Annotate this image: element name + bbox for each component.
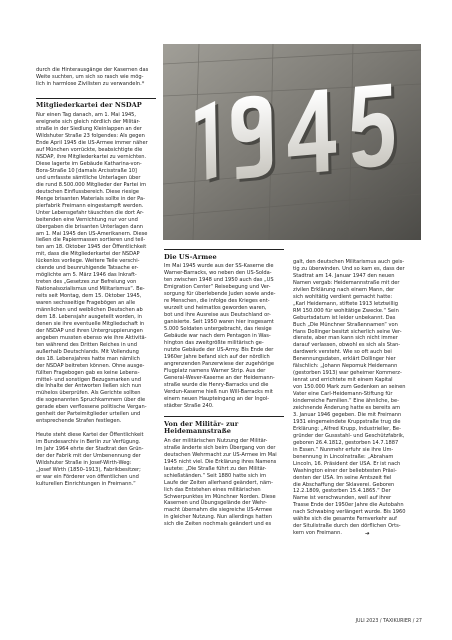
text-line: genheit der Parteimitglieder urteilen und: [36, 411, 141, 418]
text-line: macht übernahm die siegreiche US-Armee: [164, 507, 273, 514]
archive-paragraph: [36, 432, 156, 488]
text-line: hington das zweitgrößte militärisch ge-: [164, 339, 264, 346]
text-line: lautete: „Die Straße führt zu den Militär-: [164, 465, 267, 472]
text-line: des 18. Lebensjahres hatte man nämlich: [36, 355, 140, 362]
text-line: der NSDAP und ihren Untergruppierungen: [36, 327, 143, 334]
text-line: Geburtsdatum ist leider unbekannt. Das: [293, 314, 396, 321]
text-line: Menge brisanten Materials sollte in der Pa-: [36, 195, 145, 202]
stone-relief-photo: [163, 44, 421, 240]
text-line: straße in der Siedlung Kleinlappen an der: [36, 126, 142, 133]
text-line: ereignete sich gleich nördlich der Militär-: [36, 119, 141, 126]
text-line: sorgung für überlebende Juden sowie ande-: [164, 291, 276, 298]
text-line: kulturellen Einrichtungen in Freimann.“: [36, 480, 136, 487]
text-line: Im Mai 1945 wurde aus der SS-Kaserne die: [164, 263, 274, 270]
text-line: „Karl Heidemann, stiftete 1913 letztwillig: [293, 300, 398, 307]
text-line: deutschen Wehrmacht zur US-Armee im Mai: [164, 451, 277, 458]
text-line: die rund 8.500.000 Mitglieder der Partei im: [36, 181, 147, 188]
text-line: durch die Hinterausgänge der Kasernen das: [36, 67, 149, 73]
text-line: darauf verlassen, obwohl es sich als Stan-: [293, 342, 401, 349]
text-line: fälschlich: „Johann Nepomuk Heidemann: [293, 363, 398, 370]
text-line: 3. Januar 1946 gegeben. Die mit Freimann: [293, 411, 402, 418]
section-heading-us-army: Die US-Armee: [164, 249, 284, 260]
left-column: [36, 67, 156, 488]
text-line: außerhalb Deutschlands. Mit Vollendung: [36, 348, 139, 355]
text-line: Trasse Ende der 1950er Jahre die Autobahn: [293, 502, 404, 509]
text-line: lich das Entstehen eines militärischen: [164, 486, 261, 493]
text-line: Ende April 1945 die US-Armee immer näher: [36, 140, 148, 147]
street-rename-paragraph: [164, 438, 284, 528]
text-line: dienste, aber man kann sich nicht immer: [293, 335, 398, 342]
text-line: Unter Lebensgefahr täuschten die dort Ar-: [36, 209, 144, 216]
text-line: pierfabrik Freimann eingestampft werden.: [36, 202, 144, 209]
text-line: (gestorben 1913) war geheimer Kommerz-: [293, 370, 402, 377]
text-line: bot und ihre Ausreise aus Deutschland or-: [164, 312, 271, 319]
text-line: Lincoln, 16. Präsident der USA. Er ist nach: [293, 460, 401, 467]
text-line: Verdun-Kaserne hieß nun Will-Barracks mit: [164, 388, 273, 395]
nsdap-paragraph: [36, 112, 156, 425]
text-line: ten am 18. Oktober 1945 der Öffentlichkeit: [36, 244, 147, 251]
text-line: wurzelt und heimatlos geworden waren,: [164, 305, 267, 312]
text-line: NSDAP, ihre Mitgliederkartei zu vernichten.: [36, 154, 147, 161]
text-line: dem 18. Lebensjahr ausgeteilt worden, in: [36, 313, 142, 320]
text-line: der Situlistraße durch den dörflichen Orts-: [293, 523, 401, 530]
text-line: Washington einer der beliebtesten Präsi-: [293, 467, 397, 474]
text-line: RM 150.000 für wohltätige Zwecke.“ Sein: [293, 307, 399, 314]
text-line: Buch „Die Münchner Straßennamen“ von: [293, 321, 398, 328]
text-line: Flugplatz namens Warner Strip. Aus der: [164, 367, 266, 374]
text-line: re Menschen, die infolge des Krieges ent-: [164, 298, 270, 305]
intro-paragraph: [36, 67, 156, 88]
text-line: ienrat und errichtete mit einem Kapital: [293, 377, 393, 384]
text-line: zivilen Erklärung nach einem Mann, der: [293, 286, 395, 293]
text-line: angrenzenden Panzerwiese der zugehörige: [164, 360, 274, 367]
text-line: denen sie ihre eventuelle Mitgliedschaft in: [36, 320, 145, 327]
text-line: ganisierte. Seit 1950 waren hier insgesamt: [164, 319, 274, 326]
text-line: sich die Zeiten nochmals geändert und es: [164, 521, 272, 528]
text-line: entsprechende Strafen festlegen.: [36, 418, 122, 425]
text-line: lückenlos vorliege. Weitere Teile verschi-: [36, 258, 140, 265]
text-line: gründer der Gussstahl- und Geschützfabrik,: [293, 432, 405, 439]
text-line: die Inhalte der Antworten ließen sich nun: [36, 383, 142, 390]
text-line: Erklärung: „Alfred Krupp, Industrieller, Be-: [293, 425, 401, 432]
text-line: wählte sich die gesamte Fernverkehr auf: [293, 516, 397, 523]
text-line: einem neuen Haupteingang an der Ingol-: [164, 395, 270, 402]
text-line: mit, dass die Mitgliederkartei der NSDAP: [36, 251, 140, 258]
text-line: beitenden eine Vernichtung nur vor und: [36, 216, 138, 223]
text-line: sich wohltätig verdient gemacht hatte:: [293, 293, 393, 300]
text-line: städter Straße 240.: [164, 402, 214, 409]
text-line: Weite suchten, um sich so rasch wie mög-: [36, 73, 144, 80]
text-line: füllten Fragebogen gab es keine Lebens-: [36, 369, 140, 376]
text-line: Nationalsozialismus und Militarismus“. Be-: [36, 286, 145, 293]
text-line: angeben mussten ebenso wie ihre Aktivitä-: [36, 334, 147, 341]
text-line: reits seit Montag, dem 15. Oktober 1945,: [36, 293, 142, 300]
text-line: gerade eben verflossene politische Vergan-: [36, 404, 147, 411]
text-line: lich in harmlose Zivilisten zu verwandeln.*: [36, 80, 145, 87]
text-line: Bora-Straße 10 [damals Arcisstraße 10]: [36, 167, 137, 174]
text-line: 5.000 Soldaten untergebracht, das riesige: [164, 326, 272, 333]
section-heading-nsdap: Mitgliederkartei der NSDAP: [36, 98, 156, 109]
text-line: am 1. Mai 1945 den US-Amerikanern. Diese: [36, 230, 148, 237]
text-line: Wildshuter Straße in Josef-Wirth-Weg:: [36, 459, 132, 466]
text-line: nutzte Gebäude der US-Army. Bis Ende der: [164, 346, 274, 353]
middle-column: [164, 249, 284, 528]
photo-svg: [163, 44, 421, 240]
text-line: kern von Freimann.: [293, 530, 342, 537]
text-line: zeichnende Änderung hatte es bereits am: [293, 405, 401, 412]
text-line: straße wurde die Henry-Barracks und die: [164, 381, 269, 388]
text-line: Heute steht diese Kartei der Öffentlichkeit: [36, 432, 144, 439]
page-footer: JULI 2023 / TAXIKURIER / 27: [355, 619, 422, 624]
text-line: Vater eine Carl-Heidemann-Stiftung für: [293, 391, 393, 398]
text-line: er war ein Förderer von öffentlichen und: [36, 473, 139, 480]
text-line: Schwerpunktes im Münchner Norden. Diese: [164, 493, 276, 500]
text-line: Namen vergab: Heidemannstraße mit der: [293, 279, 400, 286]
text-line: männlichen und weiblichen Deutschen ab: [36, 307, 143, 313]
us-army-paragraph: [164, 263, 284, 409]
text-line: benennung in Lincolnstraße: „Abraham: [293, 453, 394, 460]
right-column: [293, 259, 419, 537]
text-line: Benennungsdaten, erklärt Dollinger hier: [293, 356, 396, 363]
text-line: Laufe der Zeiten allerhand geändert, näm-: [164, 479, 273, 486]
text-line: die Abschaffung der Sklaverei. Geboren: [293, 481, 395, 488]
text-line: treten des „Gesetzes zur Befreiung von: [36, 279, 137, 286]
text-line: ließen die Papiermassen sortieren und teil-: [36, 237, 146, 244]
text-line: der NSDAP beitreten können. Ohne ausge-: [36, 362, 145, 369]
text-line: und umfasste sämtliche Unterlagen über: [36, 174, 141, 181]
text-line: in Essen.“ Nunmehr erfuhr sie ihre Um-: [293, 446, 394, 453]
text-line: kinderreiche Familien.“ Eine ähnliche, be-: [293, 398, 399, 405]
text-line: nach Schwabing verlängert wurde. Bis 1960: [293, 509, 406, 516]
text-line: „Josef Wirth (1850–1913), Fabrikbesitzer;: [36, 466, 141, 473]
text-line: schießständen.“ Seit 1880 hatte sich im: [164, 472, 267, 479]
text-line: 12.2.1809, gestorben 15.4.1865.“ Der: [293, 488, 391, 495]
text-line: ckende und beunruhigende Tatsache er-: [36, 265, 139, 272]
heidemann-paragraph: [293, 259, 419, 537]
text-line: Warner-Barracks, wo neben den US-Solda-: [164, 270, 272, 277]
text-line: galt, den deutschen Militarismus auch geis-: [293, 259, 405, 265]
text-line: Hans Dollinger besitzt sicherlich seine Ver-: [293, 328, 402, 335]
text-line: mittel- und sonstigen Bezugsmarken und: [36, 376, 142, 383]
text-line: Diese lagerte im Gebäude Katharina-von-: [36, 160, 142, 167]
text-line: ten zwischen 1948 und 1950 auch das „US: [164, 277, 274, 284]
text-line: die sogenannten Spruchkammern über die: [36, 397, 146, 404]
text-line: der der Fabrik mit der Umbenennung der: [36, 452, 141, 459]
text-line: auf München vorrückte, beabsichtigte die: [36, 147, 143, 154]
text-line: Gebäude war nach dem Pentagon in Was-: [164, 332, 271, 339]
text-line: Stadtrat am 14. Januar 1947 den neuen: [293, 272, 395, 279]
text-line: Nur einen Tag danach, am 1. Mai 1945,: [36, 112, 137, 119]
text-line: in gleicher Nutzung. Nun allerdings hatten: [164, 514, 273, 521]
text-line: straße änderte sich beim Übergang von der: [164, 444, 276, 451]
continue-arrow-icon: ➔: [365, 531, 370, 538]
text-line: 1960er Jahre befand sich auf der nördlich: [164, 353, 270, 360]
text-line: von 150.000 Mark zum Gedenken an seinen: [293, 384, 406, 391]
text-line: Emigration Center“ Reisebegung und Ver-: [164, 284, 271, 291]
text-line: übergaben die brisanten Unterlagen dann: [36, 223, 144, 230]
text-line: deutschen Einflussbereich. Diese riesige: [36, 188, 139, 195]
text-line: Im Jahr 1964 ehrte der Stadtrat den Grün-: [36, 446, 144, 452]
text-line: geboren 26.4.1812, gestorben 14.7.1887: [293, 439, 399, 446]
text-line: General-Wever-Kaserne an der Heidemann-: [164, 374, 275, 381]
text-line: Kasernen und Übungsgelände der Wehr-: [164, 500, 267, 507]
text-line: tig zu überwinden. Und so kam es, dass der: [293, 265, 405, 272]
text-line: möglichte am 5. März 1946 das Inkraft-: [36, 272, 137, 279]
text-line: im Bundesarchiv in Berlin zur Verfügung.: [36, 439, 141, 446]
text-line: ten während des Dritten Reiches in und: [36, 341, 137, 348]
section-heading-street-rename: Von der Militär- zur Heidemannstraße: [164, 416, 284, 434]
text-line: Wildshuter Straße 23 folgendes: Als gegen: [36, 133, 145, 140]
text-line: 1945 nicht viel. Die Erklärung ihres Namens: [164, 458, 277, 465]
text-line: mühelos überprüfen. Als Gerichte sollten: [36, 390, 141, 397]
text-line: 1931 eingemeindete Kruppstraße trug die: [293, 418, 401, 425]
text-line: dardwerk versteht. Wie so oft auch bei: [293, 349, 392, 356]
text-line: denten der USA. Im seine Amtszeit fiel: [293, 474, 392, 481]
text-line: waren sechsseitige Fragebögen an alle: [36, 300, 136, 307]
text-line: Name ist verschwunden, weil auf ihrer: [293, 495, 392, 502]
text-line: An der militärischen Nutzung der Militär-: [164, 437, 268, 444]
